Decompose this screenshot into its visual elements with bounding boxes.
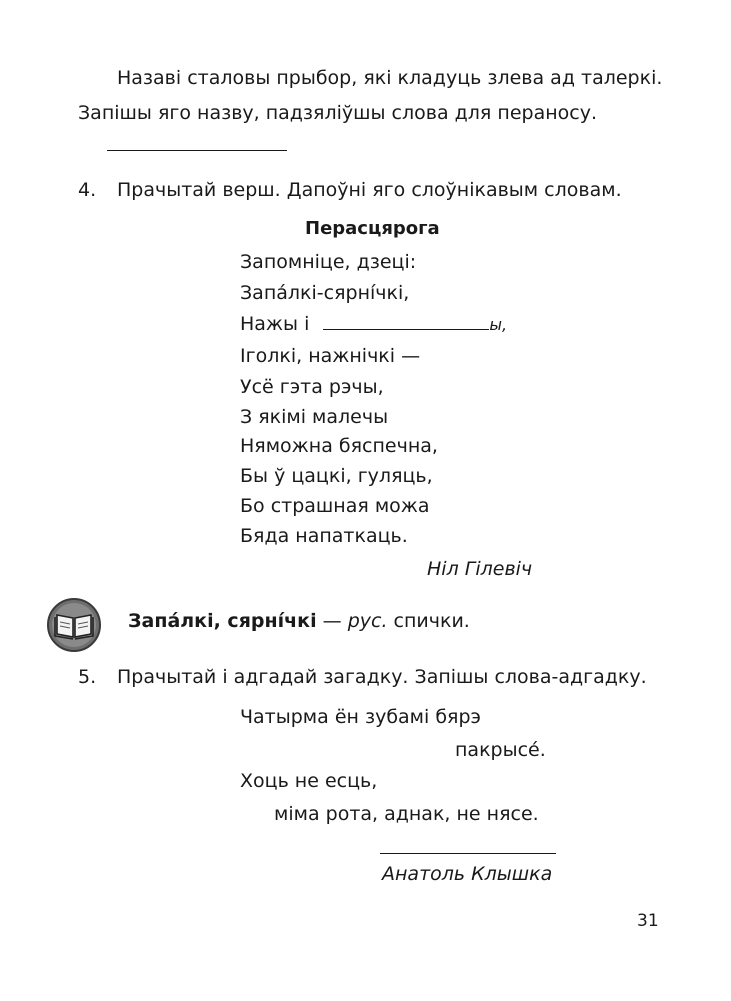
intro-line-1: Назаві сталовы прыбор, які кладуць злева ад талеркі. (117, 67, 663, 89)
poem-line: Бяда напаткаць. (240, 525, 408, 547)
task-5-number: 5. (78, 666, 97, 688)
task-4-number: 4. (78, 179, 97, 201)
poem-line: Няможна бяспечна, (240, 435, 438, 457)
glossary-entry (128, 609, 470, 633)
glossary-dash: — (316, 610, 348, 632)
poem-title: Перасцярога (305, 218, 440, 239)
blank-suffix: ы, (489, 315, 508, 334)
riddle-line: міма рота, аднак, не нясе. (274, 803, 539, 825)
riddle-line: Хоць не есць, (240, 770, 378, 792)
poem-line: Бы ў цацкі, гуляць, (240, 465, 433, 487)
poem-line: Нажы і (240, 313, 310, 335)
riddle-line: пакрысе́. (455, 739, 546, 761)
intro-line-2: Запішы яго назву, падзяліўшы слова для пераносу. (78, 102, 597, 124)
poem-line: Запа́лкі-сярні́чкі, (240, 282, 410, 304)
riddle-line: Чатырма ён зубамі бярэ (240, 706, 481, 728)
poem-line: Усё гэта рэчы, (240, 376, 384, 398)
poem-line: Запомніце, дзеці: (240, 251, 417, 273)
task-4-text: Прачытай верш. Дапоўні яго слоўнікавым словам. (117, 179, 622, 201)
task-5-text: Прачытай і адгадай загадку. Запішы слова-адгадку. (117, 666, 647, 688)
poem-line-with-blank (240, 312, 507, 337)
book-icon (46, 597, 102, 653)
poem-line: Іголкі, нажнічкі — (240, 345, 421, 367)
glossary-lang: рус. (347, 610, 388, 632)
glossary-translation: спички. (387, 610, 470, 632)
poem-author: Ніл Гілевіч (427, 558, 533, 580)
riddle-answer-blank (380, 853, 556, 854)
poem-line: З якімі малечы (240, 406, 389, 428)
answer-blank-line (107, 150, 287, 151)
poem-fill-blank (323, 329, 489, 330)
poem-line: Бо страшная можа (240, 495, 430, 517)
glossary-term: Запа́лкі, сярні́чкі (128, 610, 317, 632)
page-number: 31 (637, 911, 659, 931)
riddle-author: Анатоль Клышка (382, 863, 553, 885)
